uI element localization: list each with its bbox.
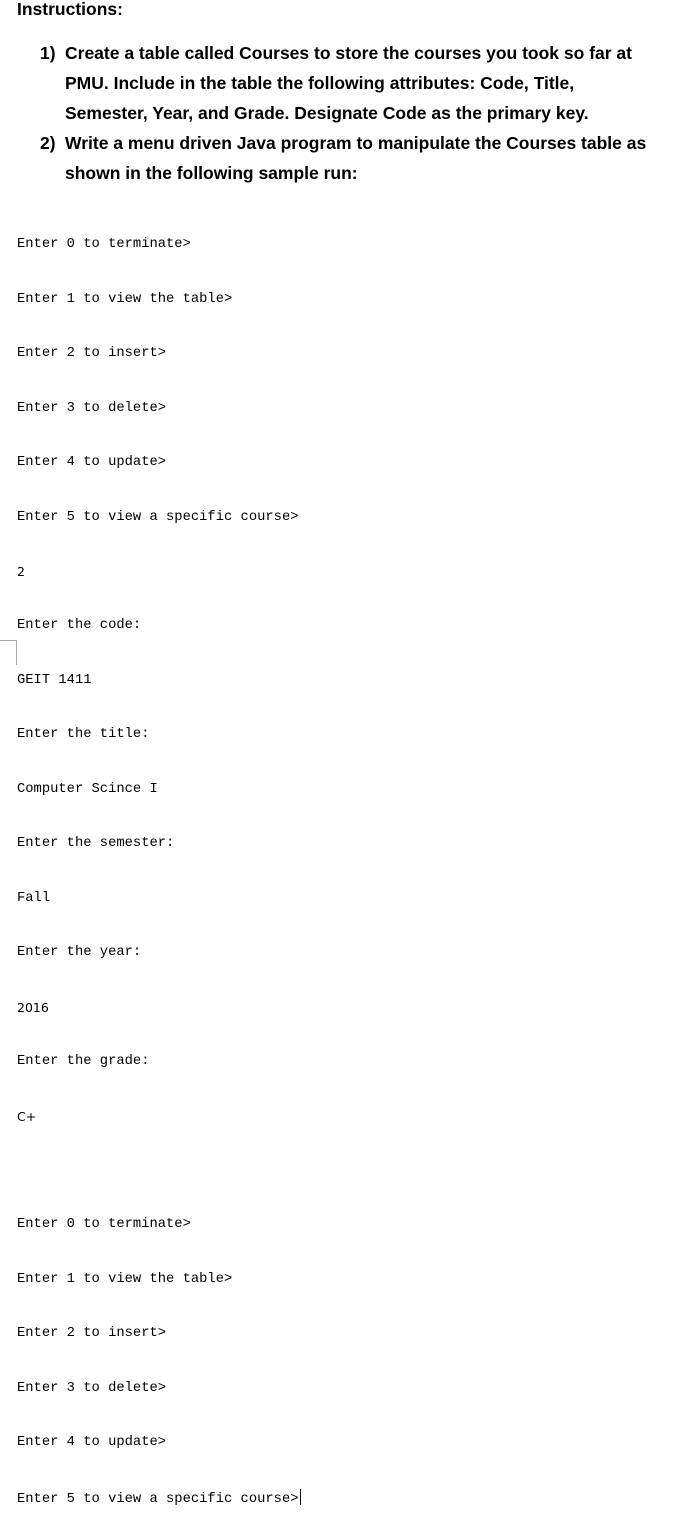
instruction-number: 1) — [40, 43, 56, 63]
menu-line: Enter 0 to terminate> — [17, 237, 191, 253]
menu-line: Enter 4 to update> — [17, 1435, 167, 1451]
instruction-number: 2) — [40, 133, 56, 153]
user-input-semester: Fall — [17, 890, 51, 906]
instruction-line: Write a menu driven Java program to manipulate the Courses table as — [65, 133, 647, 153]
instructions-list — [40, 38, 680, 188]
instruction-line: Create a table called Courses to store the courses you took so far at — [65, 43, 632, 63]
text-cursor[interactable] — [300, 1489, 301, 1505]
user-input-grade: C+ — [17, 1108, 37, 1124]
page-corner-mark — [0, 640, 17, 665]
menu-line: Enter 2 to insert> — [17, 1326, 167, 1342]
menu-line: Enter 5 to view a specific course> — [17, 509, 299, 525]
prompt-grade: Enter the grade: — [17, 1054, 150, 1070]
menu-line: Enter 1 to view the table> — [17, 291, 233, 307]
menu-line: Enter 2 to insert> — [17, 346, 167, 362]
instruction-item-2 — [40, 128, 680, 188]
menu-line: Enter 0 to terminate> — [17, 1217, 191, 1233]
user-input-choice: 2 — [17, 564, 25, 580]
instructions-heading: Instructions: — [17, 0, 123, 19]
instruction-line: PMU. Include in the table the following attributes: Code, Title, — [65, 73, 575, 93]
menu-line: Enter 4 to update> — [17, 455, 167, 471]
menu-line: Enter 5 to view a specific course> — [17, 1491, 299, 1507]
menu-line: Enter 3 to delete> — [17, 400, 167, 416]
user-input-title: Computer Scince I — [17, 781, 158, 797]
prompt-semester: Enter the semester: — [17, 836, 175, 852]
instruction-line: shown in the following sample run: — [65, 163, 358, 183]
user-input-year: 2016 — [17, 999, 49, 1015]
instruction-line: Semester, Year, and Grade. Designate Code as the primary key. — [65, 103, 589, 123]
prompt-title: Enter the title: — [17, 727, 150, 743]
sample-run-output — [17, 200, 301, 1525]
blank-line — [17, 1162, 301, 1180]
user-input-code: GEIT 1411 — [17, 672, 92, 688]
instruction-item-1 — [40, 38, 680, 128]
menu-line: Enter 1 to view the table> — [17, 1271, 233, 1287]
prompt-code: Enter the code: — [17, 618, 142, 634]
prompt-year: Enter the year: — [17, 945, 142, 961]
menu-line: Enter 3 to delete> — [17, 1380, 167, 1396]
menu-line-last — [17, 1489, 301, 1507]
